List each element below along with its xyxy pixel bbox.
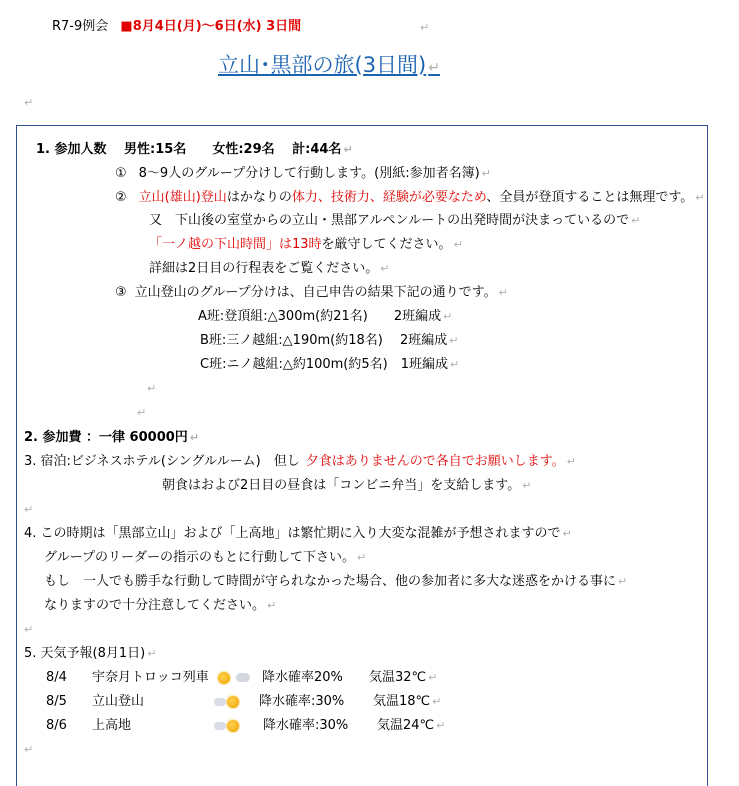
section1-line5: 詳細は2日目の行程表をご覧ください。 ↵ xyxy=(149,261,390,276)
weather-icons xyxy=(218,670,252,686)
weather-icons xyxy=(214,694,239,710)
weather-place: 上高地 xyxy=(92,718,132,733)
paragraph-mark: ↵ xyxy=(24,623,34,636)
weather-row-1 xyxy=(46,694,67,710)
weather-row-0 xyxy=(46,670,67,686)
weather-rain: 降水確率:30% xyxy=(259,694,345,709)
weather-date: 8/5 xyxy=(46,694,67,709)
weather-temp: 気温32℃ ↵ xyxy=(369,670,438,685)
paragraph-mark: ↵ xyxy=(24,743,34,756)
weather-temp: 気温18℃ ↵ xyxy=(373,694,442,709)
weather-row-2 xyxy=(46,718,67,734)
cloud-icon xyxy=(236,673,250,682)
meeting-header xyxy=(52,19,301,35)
section1-item2: ② 立山(雄山)登山はかなりの体力、技術力、経験が必要なため、全員が登頂することは無理です。 ↵ xyxy=(115,190,705,205)
section1-line4: 「一ノ越の下山時間」は13時を厳守してください。 ↵ xyxy=(149,237,463,252)
paragraph-mark: ↵ xyxy=(24,503,34,516)
group-b: B班:三ノ越組:△190m(約18名) 2班編成 ↵ xyxy=(200,333,459,348)
section1-item1: ① 8～9人のグループ分けして行動します。(別紙:参加者名簿) ↵ xyxy=(115,166,491,181)
weather-date: 8/4 xyxy=(46,670,67,685)
group-a: A班:登頂組:△300m(約21名) 2班編成 ↵ xyxy=(198,309,453,324)
section1-line3: 又 下山後の室堂からの立山・黒部アルペンルートの出発時間が決まっているので ↵ xyxy=(149,213,641,228)
weather-rain: 降水確率:30% xyxy=(263,718,349,733)
paragraph-mark: ↵ xyxy=(420,21,430,34)
sun-icon xyxy=(227,696,239,708)
page-title: 立山･黒部の旅(3日間) ↵ xyxy=(218,53,440,77)
cloud-icon xyxy=(214,698,226,706)
weather-rain: 降水確率20% xyxy=(262,670,343,685)
section1-heading: 1. 参加人数 男性:15名 女性:29名 計:44名 ↵ xyxy=(36,142,353,157)
weather-date: 8/6 xyxy=(46,718,67,733)
weather-icons xyxy=(214,718,239,734)
section3-meals: 朝食はおよび2日目の昼食は「コンビニ弁当」を支給します。 ↵ xyxy=(162,478,532,493)
group-c: C班:ニノ越組:△約100m(約5名) 1班編成 ↵ xyxy=(200,357,460,372)
section4-line4: なりますので十分注意してください。 ↵ xyxy=(44,598,277,613)
paragraph-mark: ↵ xyxy=(24,96,34,109)
meeting-dates: ■8月4日(月)～6日(水) 3日間 xyxy=(120,19,302,34)
meeting-label: R7-9例会 xyxy=(52,19,109,34)
section4-line1: 4. この時期は「黒部立山」および「上高地」は繁忙期に入り大変な混雑が予想されますので ↵ xyxy=(24,526,572,541)
section4-line3: もし 一人でも勝手な行動して時間が守られなかった場合、他の参加者に多大な迷惑をかける事に ↵ xyxy=(44,574,628,589)
paragraph-mark: ↵ xyxy=(147,382,157,395)
sun-icon xyxy=(227,720,239,732)
paragraph-mark: ↵ xyxy=(137,406,147,419)
section5-heading: 5. 天気予報(8月1日) ↵ xyxy=(24,646,157,661)
weather-temp: 気温24℃ ↵ xyxy=(377,718,446,733)
weather-place: 立山登山 xyxy=(92,694,145,709)
cloud-icon xyxy=(214,722,226,730)
sun-icon xyxy=(218,672,230,684)
section1-item3: ③ 立山登山のグループ分けは、自己申告の結果下記の通りです。 ↵ xyxy=(115,285,508,300)
weather-place: 宇奈月トロッコ列車 xyxy=(92,670,209,685)
section2-fee: 2. 参加費 ：一律 60000円 ↵ xyxy=(24,430,200,445)
section4-line2: グループのリーダーの指示のもとに行動して下さい。 ↵ xyxy=(44,550,367,565)
section3-lodging: 3. 宿泊:ビジネスホテル(シングルルーム) 但し 夕食はありませんので各自でお願いします。 ↵ xyxy=(24,454,576,469)
